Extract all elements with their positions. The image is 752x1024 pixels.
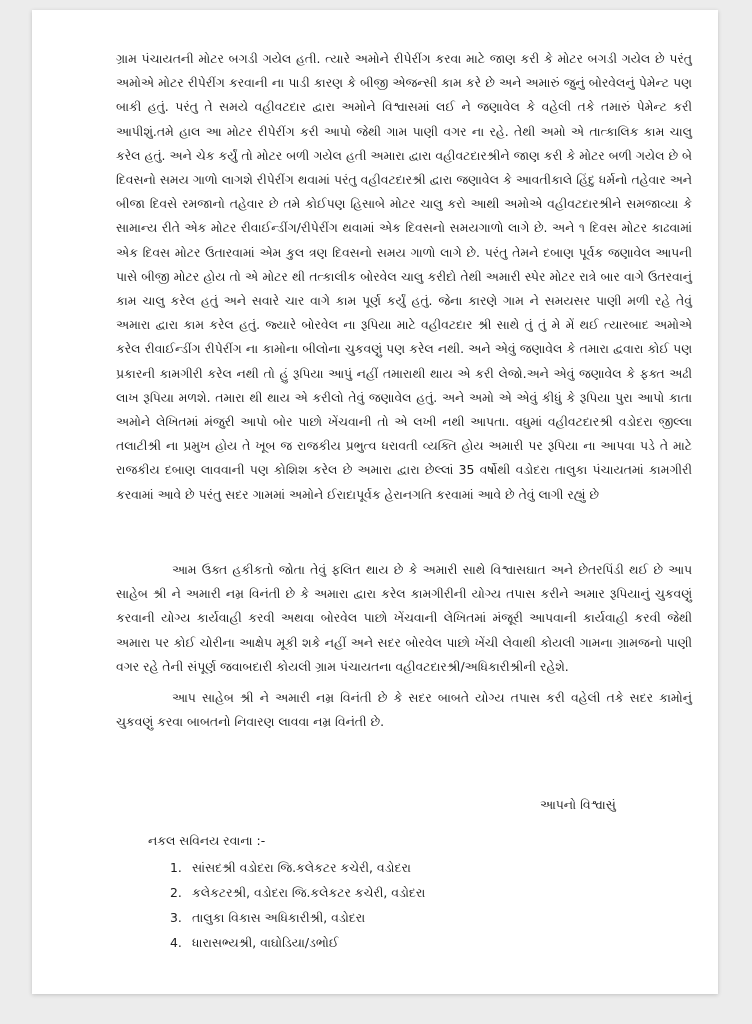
closing-salutation: આપનો વિશ્વાસું: [540, 797, 616, 812]
letter-paragraph-1: ગ્રામ પંચાયતની મોટર બગડી ગયેલ હતી. ત્યારે અમોને રીપેરીંગ કરવા માટે જાણ કરી કે મોટર બગડી ગયેલ છે પરંતુ અમોએ મોટર રીપેરીંગ કરવાની ના પાડી કારણ કે બીજી એજન્સી કામ કરે છે અને અમારું જુનું બોરવેલનું પેમેન્ટ પણ બાકી હતું. પરંતુ તે સમયે વહીવટદાર દ્વારા અમોને વિશ્વાસમાં લઈ ને જણાવેલ કે વહેલી તકે તમારું પેમેન્ટ કરી આપીશું.તમે હાલ આ મોટર રીપેરીંગ કરી આપો જેથી ગામ પાણી વગર ના રહે. તેથી અમો એ તાત્કાલિક કામ ચાલુ કરેલ હતું. અને ચેક કર્યું તો મોટર બળી ગયેલ હતી અમારા દ્વારા વહીવટદારશ્રીને જાણ કરી કે મોટર બળી ગયેલ છે બે દિવસનો સમય ગાળો લાગશે રીપેરીંગ થવામાં પરંતુ વહીવટદારશ્રી દ્વારા જણાવેલ કે આવતીકાલે હિંદુ ધર્મનો તહેવાર અને બીજા દિવસે રમજાનો તહેવાર છે તમે કોઈપણ હિસાબે મોટર ચાલુ કરો આથી અમોએ વહીવટદારશ્રીને સમજાવ્યા કે સામાન્ય રીતે એક મોટર રીવાઈન્ડીંગ/રીપેરીંગ થવામાં એક દિવસનો સમયગાળો લાગે છે. અને ૧ દિવસ મોટર કાઢવામાં એક દિવસ મોટર ઉતારવામાં એમ કુલ ત્રણ દિવસનો સમય ગાળો લાગે છે. પરંતુ તેમને દબાણ પૂર્વક જણાવેલ આપની પાસે બીજી મોટર હોય તો એ મોટર થી તત્કાલીક બોરવેલ ચાલુ કરીદો તેથી અમારી સ્પેર મોટર રાત્રે બાર વાગે ઉતરવાનું કામ ચાલુ કરેલ હતું અને સવારે ચાર વાગે કામ પૂર્ણ કર્યું હતું. જેના કારણે ગામ ને સમયસર પાણી મળી રહે તેવું અમારા દ્વારા કામ કરેલ હતું. જ્યારે બોરવેલ ના રૂપિયા માટે વહીવટદાર શ્રી સાથે તું તું મે મેં થઈ ત્યારબાદ અમોએ કરેલ રીવાઈન્ડીંગ રીપેરીંગ ના કામોના બીલોના ચુકવણું પણ કરેલ નથી. અને એવું જણાવેલ કે તમારા દ્વવારા કોઈ પણ પ્રકારની કામગીરી કરેલ નથી તો હું રૂપિયા આપું નહીં તમારાથી થાય એ કરી લેજો.અને એવું જણાવેલ કે ફક્ત અઢી લાખ રૂપિયા મળશે. તમારા થી થાય એ કરીલો તેવું જણાવેલ હતું. અને અમો એ એવું કીધું કે રૂપિયા પુરા આપો કાતા અમોને લેખિતમાં મંજુરી આપો બોર પાછો ખેંચવાની તો એ લખી નથી આપતા. વધુમાં વહીવટદારશ્રી વડોદરા જીલ્લા તલાટીશ્રી ના પ્રમુખ હોય તે ખૂબ જ રાજકીય પ્રભુત્વ ધરાવતી વ્યક્તિ હોય અમારી પર રૂપિયા ના આપવા પડે તે માટે રાજકીય દબાણ લાવવાની પણ કોશિશ કરેલ છે અમારા દ્વારા છેલ્લાં 35 વર્ષોથી વડોદરા તાલુકા પંચાયતમાં કામગીરી કરવામાં આવે છે પરંતુ સદર ગામમાં અમોને ઈરાદાપૂર્વક હેરાનગતિ કરવામાં આવે છે તેવું લાગી રહ્યું છે: [116, 51, 692, 502]
copy-to-item-number: 2.: [170, 885, 182, 900]
copy-to-item: [170, 930, 425, 955]
copy-to-item-number: 3.: [170, 910, 182, 925]
copy-to-heading: નકલ સવિનય રવાના :-: [148, 833, 266, 848]
copy-to-item-number: 1.: [170, 860, 182, 875]
copy-to-item-text: તાલુકા વિકાસ અધિકારીશ્રી, વડોદરા: [192, 910, 366, 925]
copy-to-item: [170, 855, 425, 880]
copy-to-list: [170, 855, 425, 955]
letter-paragraph-2: આમ ઉક્ત હકીકતો જોતા તેવું ફલિત થાય છે કે અમારી સાથે વિશ્વાસઘાત અને છેતરપિંડી થઈ છે આપ સાહેબ શ્રી ને અમારી નમ્ર વિનંતી છે કે અમારા દ્વારા કરેલ કામગીરીની યોગ્ય તપાસ કરીને અમાર રૂપિયાનું ચુકવણું કરવાની યોગ્ય કાર્યવાહી કરવી અથવા બોરવેલ પાછો ખેંચવાની લેખિતમાં મંજૂરી આપવાની કાર્યવાહી કરવી જેથી અમારા પર કોઈ ચોરીના આક્ષેપ મૂકી શકે નહીં અને સદર બોરવેલ પાછો ખેંચી લેવાથી કોયલી ગામના ગ્રામજનો પાણી વગર રહે તેની સંપૂર્ણ જવાબદારી કોયલી ગ્રામ પંચાયતના વહીવટદારશ્રી/અધિકારીશ્રીની રહેશે.: [116, 562, 692, 674]
copy-to-item-text: ધારાસભ્યશ્રી, વાઘોડિયા/ડભોઈ: [192, 935, 339, 950]
copy-to-item: [170, 905, 425, 930]
copy-to-item: [170, 880, 425, 905]
copy-to-item-text: કલેકટરશ્રી, વડોદરા જિ.કલેકટર કચેરી, વડોદરા: [192, 885, 426, 900]
letter-paragraph-3: આપ સાહેબ શ્રી ને અમારી નમ્ર વિનંતી છે કે સદર બાબતે યોગ્ય તપાસ કરી વહેલી તકે સદર કામોનું ચુકવણું કરવા બાબતનો નિવારણ લાવવા નમ્ર વિનંતી છે.: [116, 690, 692, 730]
letter-page: [32, 10, 718, 994]
copy-to-item-text: સાંસદશ્રી વડોદરા જિ.કલેકટર કચેરી, વડોદરા: [192, 860, 411, 875]
copy-to-item-number: 4.: [170, 935, 182, 950]
